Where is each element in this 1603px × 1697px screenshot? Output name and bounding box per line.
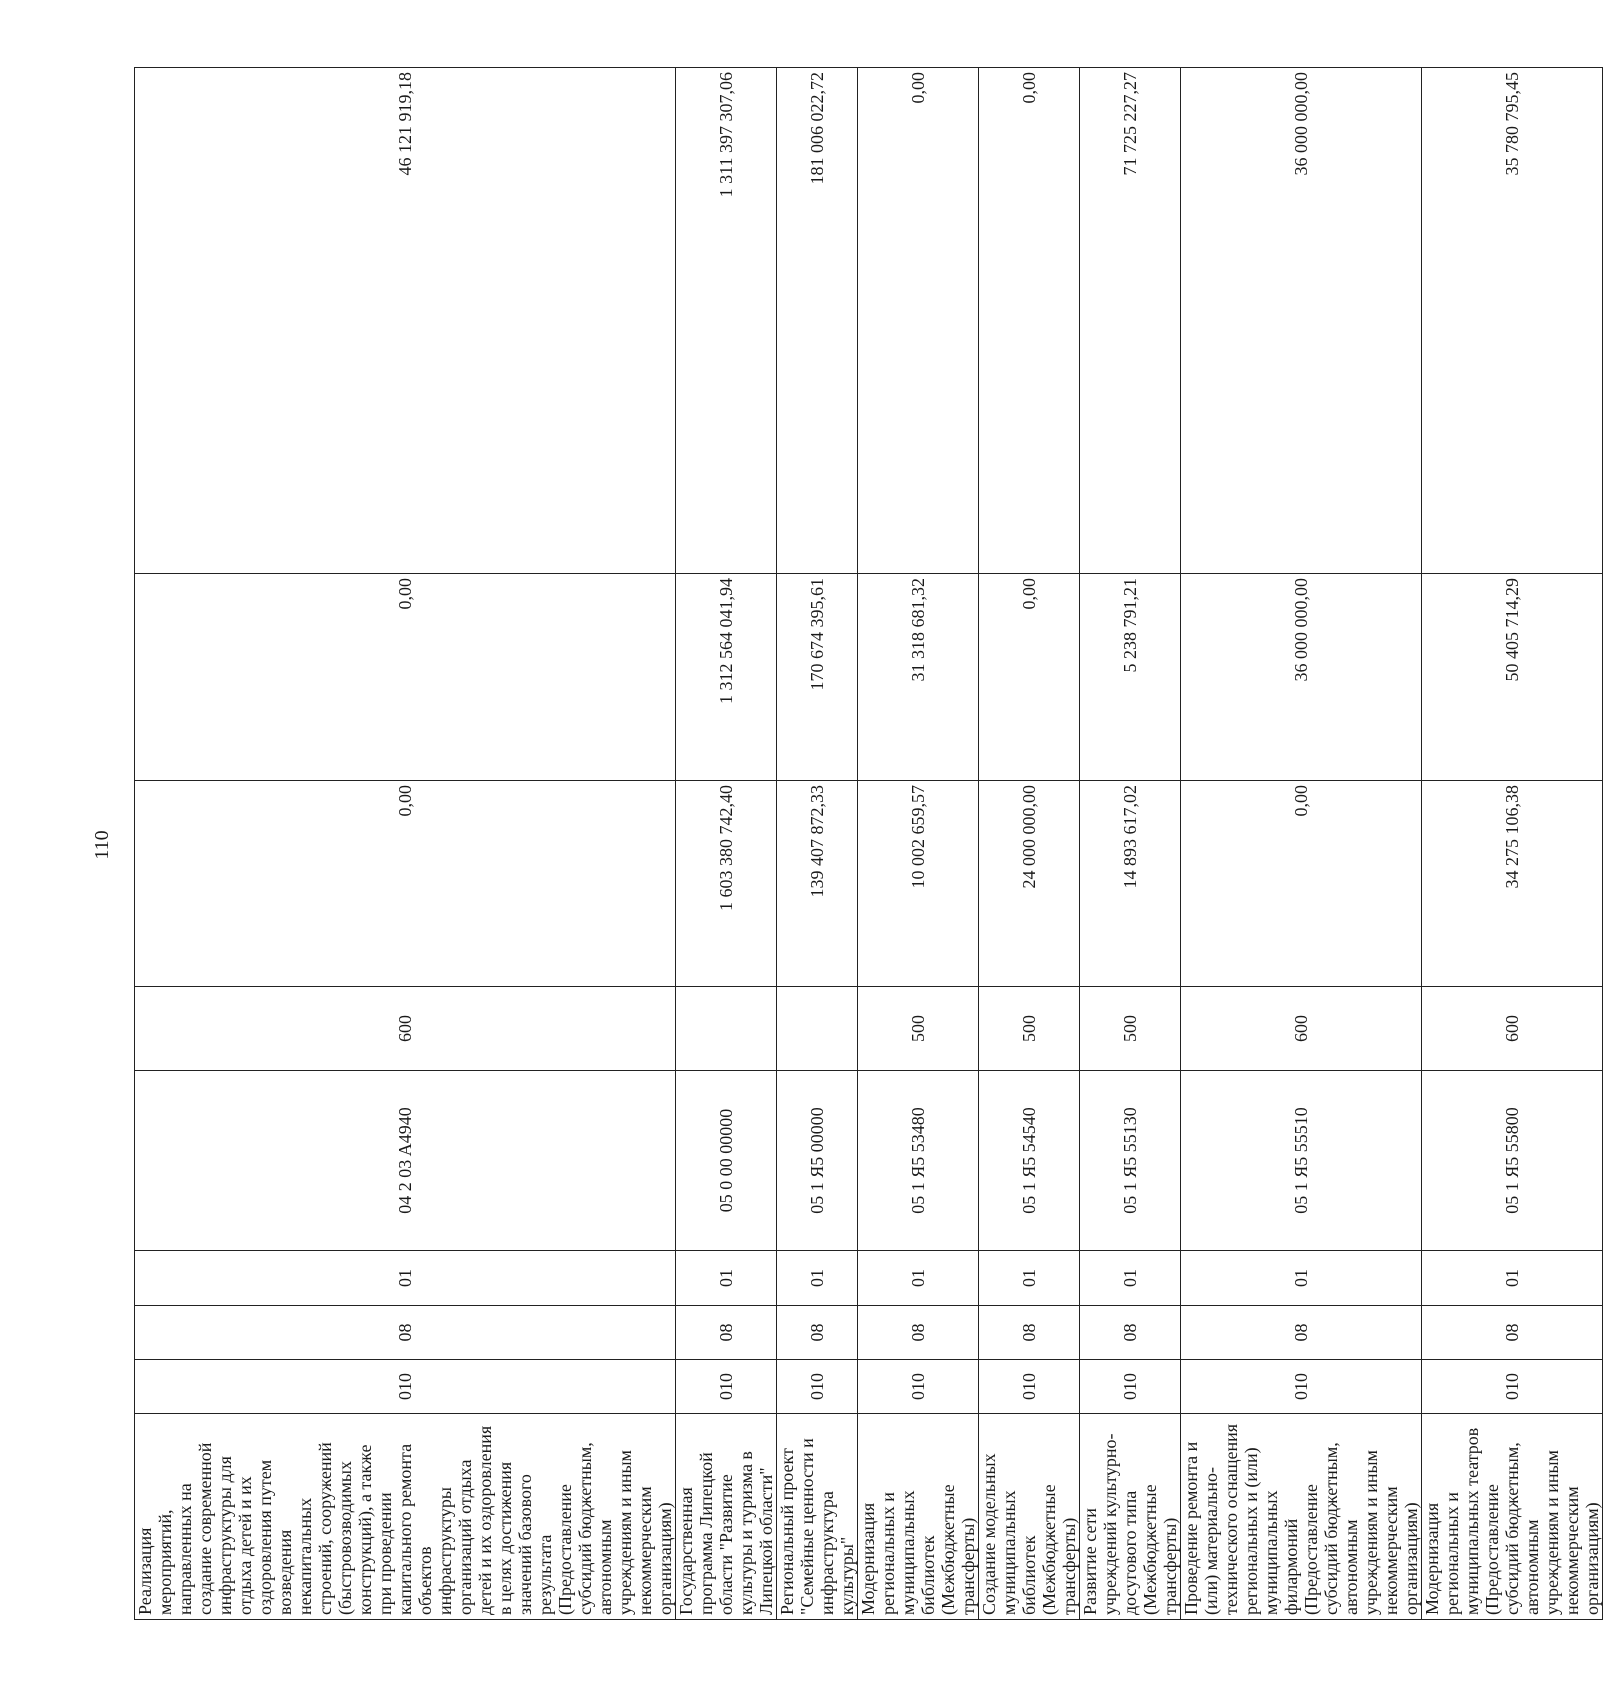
expense-type: 500 [979,987,1080,1071]
row-name: Реализация мероприятий, направленных на создание современной инфраструктуры для отдыха детей и их оздоровления путем возведения некапитальных строений, сооружений (быстровозводимых конструкций), а также при проведении капитального ремонта объектов инфраструктуры организаций отдыха детей и их оздоровления в целях достижения значений базового результата (Предоставление субсидий бюджетным, автономным учреждениям и иным некоммерческим организациям) [135,1414,676,1620]
sum-year-3: 46 121 919,18 [135,68,676,574]
sum-year-2: 0,00 [979,574,1080,781]
row-name: Региональный проект "Семейные ценности и инфраструктура культуры" [777,1414,858,1620]
expense-type [676,987,777,1071]
expense-type: 600 [1422,987,1603,1071]
sum-year-2: 5 238 791,21 [1080,574,1181,781]
target-article: 05 1 Я5 55800 [1422,1071,1603,1251]
section-code: 08 [1422,1306,1603,1360]
sum-year-1: 10 002 659,57 [858,781,979,987]
expense-type: 500 [858,987,979,1071]
sum-year-1: 1 603 380 742,40 [676,781,777,987]
section-code: 08 [1181,1306,1422,1360]
page-number: 110 [91,830,113,860]
sum-year-1: 14 893 617,02 [1080,781,1181,987]
target-article: 05 1 Я5 54540 [979,1071,1080,1251]
target-article: 04 2 03 A4940 [135,1071,676,1251]
expense-type [777,987,858,1071]
section-code: 08 [979,1306,1080,1360]
subsection-code: 01 [777,1251,858,1306]
table-row [676,68,777,1620]
row-name: Создание модельных муниципальных библиотек (Межбюджетные трансферты) [979,1414,1080,1620]
admin-code: 010 [135,1360,676,1414]
sum-year-2: 1 312 564 041,94 [676,574,777,781]
sum-year-1: 34 275 106,38 [1422,781,1603,987]
sum-year-3: 181 006 022,72 [777,68,858,574]
admin-code: 010 [979,1360,1080,1414]
section-code: 08 [858,1306,979,1360]
sum-year-3: 71 725 227,27 [1080,68,1181,574]
sum-year-2: 0,00 [135,574,676,781]
table-row [777,68,858,1620]
sum-year-3: 0,00 [858,68,979,574]
sum-year-3: 35 780 795,45 [1422,68,1603,574]
admin-code: 010 [1080,1360,1181,1414]
sum-year-3: 36 000 000,00 [1181,68,1422,574]
table-row [1422,68,1603,1620]
subsection-code: 01 [135,1251,676,1306]
target-article: 05 1 Я5 55510 [1181,1071,1422,1251]
expense-type: 500 [1080,987,1181,1071]
admin-code: 010 [858,1360,979,1414]
subsection-code: 01 [1080,1251,1181,1306]
row-name: Проведение ремонта и (или) материально-технического оснащения региональных и (или) муниципальных филармоний (Предоставление субсидий бюджетным, автономным учреждениям и иным некоммерческим организациям) [1181,1414,1422,1620]
section-code: 08 [676,1306,777,1360]
table-row [1181,68,1422,1620]
expense-type: 600 [135,987,676,1071]
sum-year-1: 24 000 000,00 [979,781,1080,987]
sum-year-2: 31 318 681,32 [858,574,979,781]
sum-year-2: 170 674 395,61 [777,574,858,781]
subsection-code: 01 [858,1251,979,1306]
row-name: Модернизация региональных и муниципальных театров (Предоставление субсидий бюджетным, автономным учреждениям и иным некоммерческим организациям) [1422,1414,1603,1620]
sum-year-3: 1 311 397 307,06 [676,68,777,574]
table-row [135,68,676,1620]
admin-code: 010 [1422,1360,1603,1414]
target-article: 05 1 Я5 00000 [777,1071,858,1251]
subsection-code: 01 [979,1251,1080,1306]
sum-year-1: 0,00 [135,781,676,987]
section-code: 08 [777,1306,858,1360]
row-name: Модернизация региональных и муниципальных библиотек (Межбюджетные трансферты) [858,1414,979,1620]
admin-code: 010 [676,1360,777,1414]
row-name: Государственная программа Липецкой области "Развитие культуры и туризма в Липецкой области" [676,1414,777,1620]
budget-table [134,67,1603,1620]
admin-code: 010 [777,1360,858,1414]
table-row [858,68,979,1620]
target-article: 05 1 Я5 53480 [858,1071,979,1251]
sum-year-3: 0,00 [979,68,1080,574]
subsection-code: 01 [1422,1251,1603,1306]
rotated-table-container [134,68,1602,1620]
admin-code: 010 [1181,1360,1422,1414]
subsection-code: 01 [1181,1251,1422,1306]
table-row [979,68,1080,1620]
target-article: 05 0 00 00000 [676,1071,777,1251]
sum-year-2: 36 000 000,00 [1181,574,1422,781]
table-row [1080,68,1181,1620]
section-code: 08 [135,1306,676,1360]
target-article: 05 1 Я5 55130 [1080,1071,1181,1251]
sum-year-1: 139 407 872,33 [777,781,858,987]
row-name: Развитие сети учреждений культурно-досугового типа (Межбюджетные трансферты) [1080,1414,1181,1620]
section-code: 08 [1080,1306,1181,1360]
subsection-code: 01 [676,1251,777,1306]
sum-year-1: 0,00 [1181,781,1422,987]
expense-type: 600 [1181,987,1422,1071]
sum-year-2: 50 405 714,29 [1422,574,1603,781]
